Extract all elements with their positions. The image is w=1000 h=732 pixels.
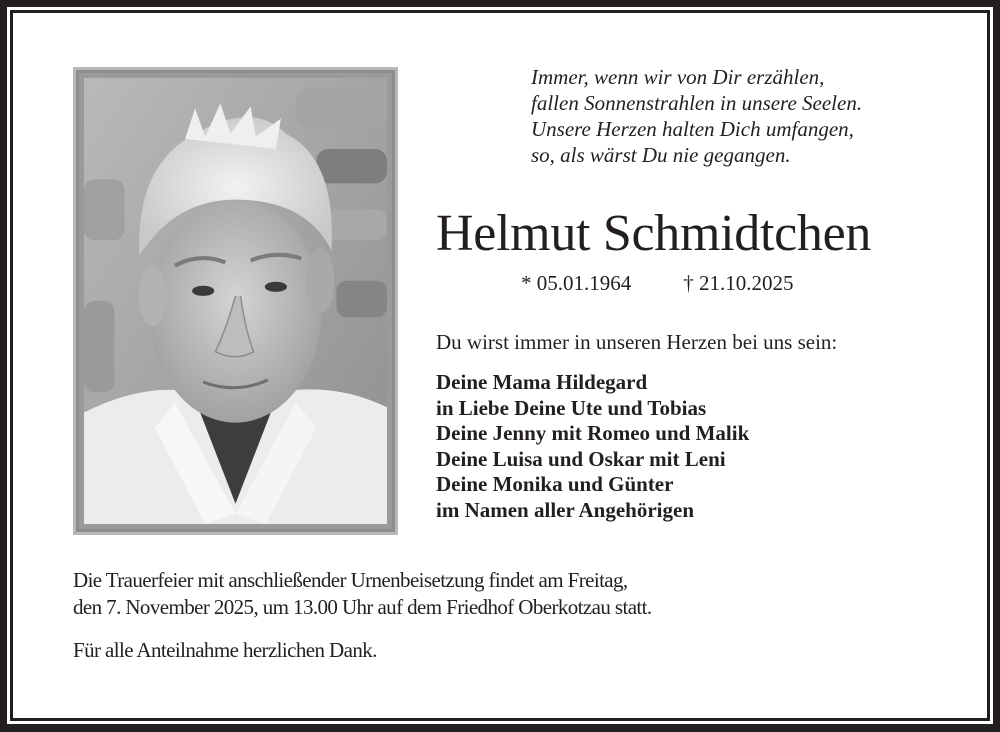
family-intro: Du wirst immer in unseren Herzen bei uns sein:: [436, 330, 838, 354]
birth-date: * 05.01.1964: [521, 271, 632, 295]
memorial-poem: [531, 64, 862, 168]
family-line: Deine Jenny mit Romeo und Malik: [436, 421, 750, 445]
family-line: Deine Monika und Günter: [436, 472, 674, 496]
family-line: Deine Mama Hildegard: [436, 370, 648, 394]
death-date: † 21.10.2025: [683, 271, 794, 295]
ceremony-info: [73, 567, 652, 621]
poem-line: fallen Sonnenstrahlen in unsere Seelen.: [531, 91, 863, 115]
portrait-photo: [84, 78, 387, 524]
ceremony-line: den 7. November 2025, um 13.00 Uhr auf dem Friedhof Oberkotzau statt.: [73, 595, 652, 619]
family-line: im Namen aller Angehörigen: [436, 497, 695, 522]
family-line: in Liebe Deine Ute und Tobias: [436, 395, 707, 420]
poem-line: so, als wärst Du nie gegangen.: [531, 143, 791, 167]
thanks-line: Für alle Anteilnahme herzlichen Dank.: [73, 638, 377, 662]
family-line: Deine Luisa und Oskar mit Leni: [436, 446, 726, 471]
portrait-photo-frame: [73, 67, 398, 535]
family-list: [436, 370, 749, 523]
deceased-name: Helmut Schmidtchen: [436, 205, 872, 262]
life-dates: [521, 270, 794, 296]
poem-line: Immer, wenn wir von Dir erzählen,: [531, 65, 825, 89]
ceremony-line: Die Trauerfeier mit anschließender Urnenbeisetzung findet am Freitag,: [73, 568, 628, 592]
poem-line: Unsere Herzen halten Dich umfangen,: [531, 117, 854, 141]
